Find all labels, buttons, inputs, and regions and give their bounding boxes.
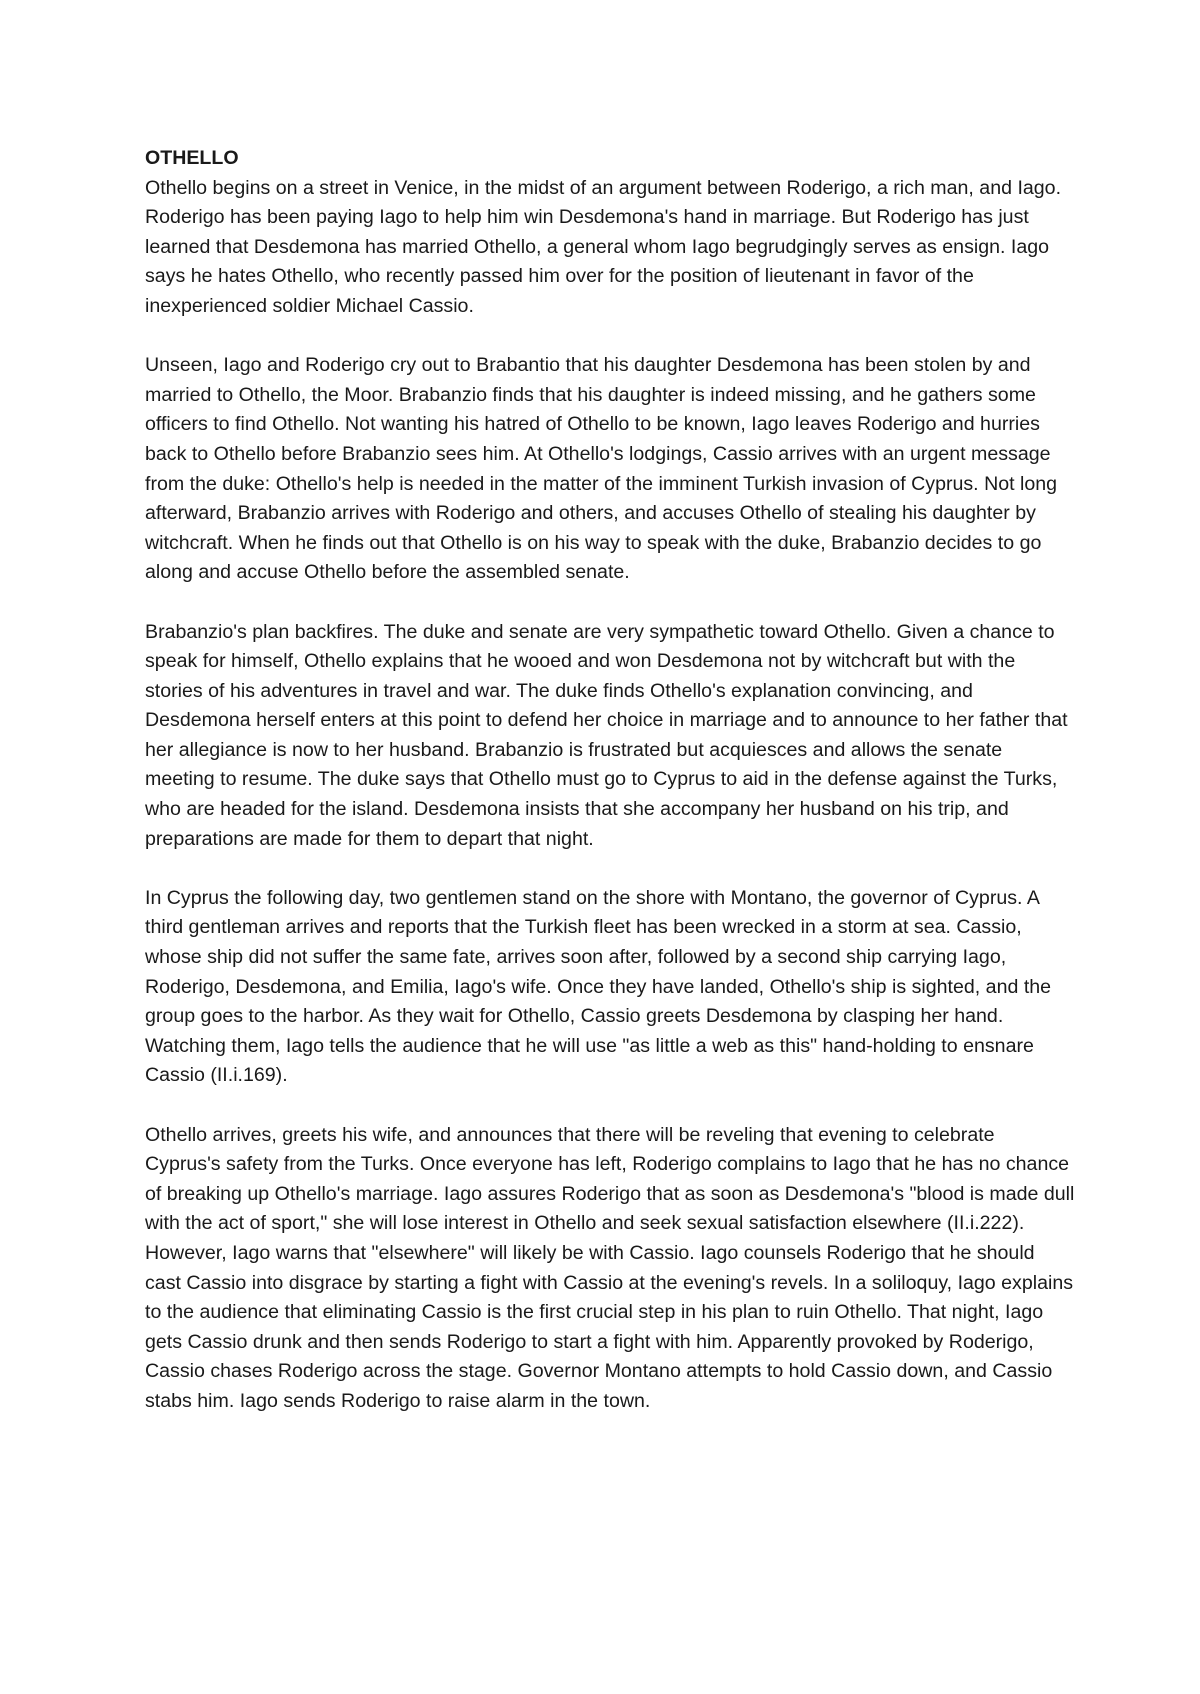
paragraph-5: Othello arrives, greets his wife, and announces that there will be reveling that evening to celebrate Cyprus's safety from the Turks. Once everyone has left, Roderigo complains to Iago that he has no chance of breaking up Othello's marriage. Iago assures Roderigo that as soon as Desdemona's "blood is made dull with the act of sport," she will lose interest in Othello and seek sexual satisfaction elsewhere (II.i.222). However, Iago warns that "elsewhere" will likely be with Cassio. Iago counsels Roderigo that he should cast Cassio into disgrace by starting a fight with Cassio at the evening's revels. In a soliloquy, Iago explains to the audience that eliminating Cassio is the first crucial step in his plan to ruin Othello. That night, Iago gets Cassio drunk and then sends Roderigo to start a fight with him. Apparently provoked by Roderigo, Cassio chases Roderigo across the stage. Governor Montano attempts to hold Cassio down, and Cassio stabs him. Iago sends Roderigo to raise alarm in the town. <box>145 1123 1075 1412</box>
document-body <box>145 144 1075 1446</box>
paragraph-1: Othello begins on a street in Venice, in the midst of an argument between Roderigo, a rich man, and Iago. Roderigo has been paying Iago to help him win Desdemona's hand in marriage. But Roderigo has just learned that Desdemona has married Othello, a general whom Iago begrudgingly serves as ensign. Iago says he hates Othello, who recently passed him over for the position of lieutenant in favor of the inexperienced soldier Michael Cassio. <box>145 176 1062 317</box>
paragraph-4: In Cyprus the following day, two gentlemen stand on the shore with Montano, the governor of Cyprus. A third gentleman arrives and reports that the Turkish fleet has been wrecked in a storm at sea. Cassio, whose ship did not suffer the same fate, arrives soon after, followed by a second ship carrying Iago, Roderigo, Desdemona, and Emilia, Iago's wife. Once they have landed, Othello's ship is sighted, and the group goes to the harbor. As they wait for Othello, Cassio greets Desdemona by clasping her hand. Watching them, Iago tells the audience that he will use "as little a web as this" hand-holding to ensnare Cassio (II.i.169). <box>145 886 1052 1087</box>
document-title: OTHELLO <box>145 147 239 169</box>
paragraph-2: Unseen, Iago and Roderigo cry out to Brabantio that his daughter Desdemona has been stolen by and married to Othello, the Moor. Brabanzio finds that his daughter is indeed missing, and he gathers some officers to find Othello. Not wanting his hatred of Othello to be known, Iago leaves Roderigo and hurries back to Othello before Brabanzio sees him. At Othello's lodgings, Cassio arrives with an urgent message from the duke: Othello's help is needed in the matter of the imminent Turkish invasion of Cyprus. Not long afterward, Brabanzio arrives with Roderigo and others, and accuses Othello of stealing his daughter by witchcraft. When he finds out that Othello is on his way to speak with the duke, Brabanzio decides to go along and accuse Othello before the assembled senate. <box>145 354 1058 584</box>
paragraph-3: Brabanzio's plan backfires. The duke and senate are very sympathetic toward Othello. Given a chance to speak for himself, Othello explains that he wooed and won Desdemona not by witchcraft but with the stories of his adventures in travel and war. The duke finds Othello's explanation convincing, and Desdemona herself enters at this point to defend her choice in marriage and to announce to her father that her allegiance is now to her husband. Brabanzio is frustrated but acquiesces and allows the senate meeting to resume. The duke says that Othello must go to Cyprus to aid in the defense against the Turks, who are headed for the island. Desdemona insists that she accompany her husband on his trip, and preparations are made for them to depart that night. <box>145 620 1068 850</box>
